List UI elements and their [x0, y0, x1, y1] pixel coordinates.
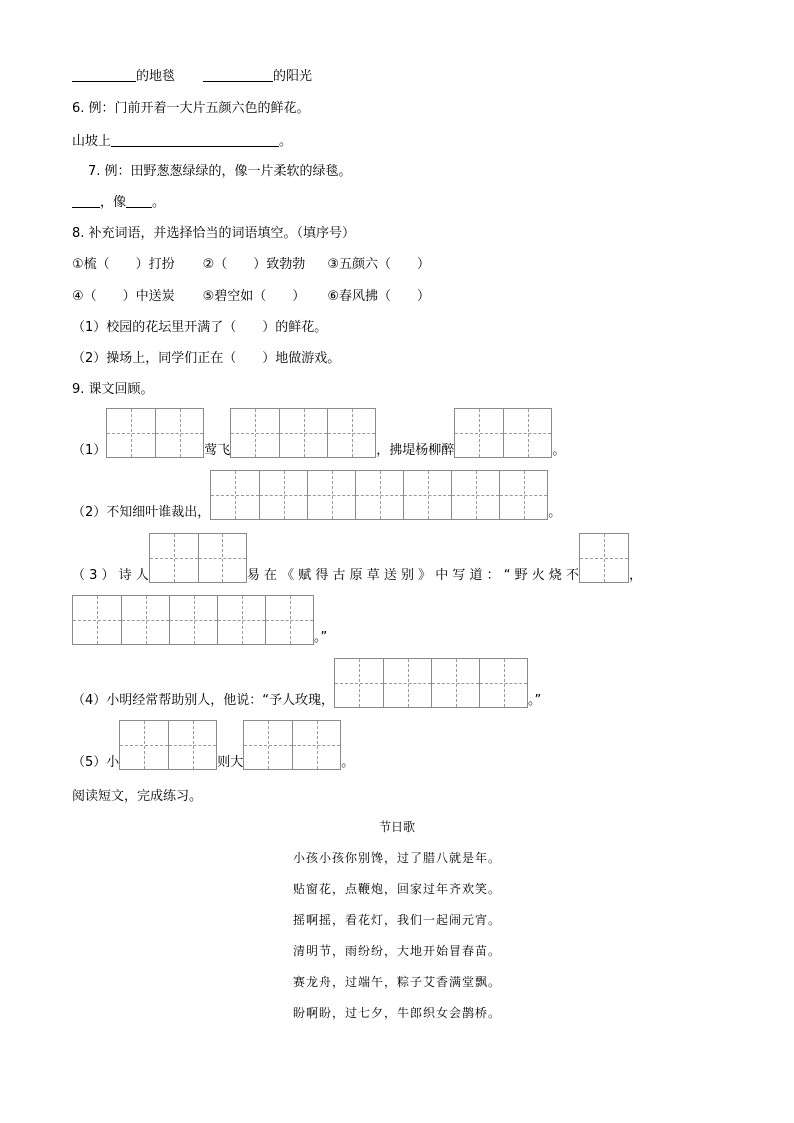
q5-item2: 的阳光	[273, 69, 313, 84]
q9-2-end: 。	[548, 505, 562, 520]
q9-5-num: （5）小	[72, 755, 120, 770]
writing-grid[interactable]	[454, 408, 552, 458]
writing-grid[interactable]	[210, 470, 548, 520]
q9-3-mid: 易 在 《 赋 得 古 原 草 送 别 》 中 写 道 ： “ 野 火 烧 不	[246, 568, 580, 583]
q9-3-text: （ 3 ） 诗 人	[72, 568, 149, 583]
reading-intro: 阅读短文，完成练习。	[72, 789, 203, 804]
q9-1-mid: 莺飞	[204, 443, 231, 458]
answer-blank[interactable]	[111, 132, 279, 147]
q9-5-mid: 则大	[217, 755, 244, 770]
q6-answer-line	[72, 132, 292, 151]
q9-line-3b	[72, 595, 327, 645]
q7-end: 。	[152, 195, 166, 210]
q9-5-end: 。	[341, 755, 355, 770]
q9-line-2	[72, 470, 561, 520]
writing-grid[interactable]	[149, 533, 247, 583]
writing-grid[interactable]	[334, 658, 528, 708]
q9-4-end: 。”	[528, 693, 542, 708]
writing-grid[interactable]	[119, 720, 217, 770]
q8-row1	[72, 256, 430, 274]
q7-example: 7. 例：田野葱葱绿绿的，像一片柔软的绿毯。	[88, 164, 352, 179]
q9-line-5	[72, 720, 354, 770]
q5-line	[72, 67, 312, 86]
q8-sentence-2: （2）操场上，同学们正在（ ）地做游戏。	[72, 351, 341, 366]
q9-3-end: 。”	[314, 630, 328, 645]
poem-line: 贴窗花，点鞭炮，回家过年齐欢笑。	[292, 882, 501, 896]
q7-answer-line	[72, 193, 165, 212]
q8-option-5: ⑤碧空如（ ）	[202, 289, 306, 304]
writing-grid[interactable]	[243, 720, 341, 770]
answer-blank[interactable]	[126, 193, 152, 208]
q8-option-4: ④（ ）中送炭	[72, 289, 175, 304]
answer-blank[interactable]	[203, 67, 273, 82]
q9-4-text: （4）小明经常帮助别人，他说：“予人玫瑰，	[72, 693, 335, 708]
q5-item1: 的地毯	[136, 69, 176, 84]
q9-1-end: 。	[552, 443, 566, 458]
q9-line-4	[72, 658, 541, 708]
writing-grid[interactable]	[230, 408, 376, 458]
poem-line: 小孩小孩你别馋，过了腊八就是年。	[292, 851, 501, 865]
q8-row2	[72, 288, 430, 306]
poem-line: 清明节，雨纷纷，大地开始冒春苗。	[292, 944, 501, 958]
q7-like: ，像	[100, 195, 127, 210]
q8-title: 8. 补充词语，并选择恰当的词语填空。（填序号）	[72, 226, 356, 241]
writing-grid[interactable]	[106, 408, 204, 458]
poem-line: 摇啊摇，看花灯，我们一起闹元宵。	[292, 913, 501, 927]
writing-grid[interactable]	[72, 595, 314, 645]
q8-option-3: ③五颜六（ ）	[327, 257, 430, 272]
q9-1-mid2: ，拂堤杨柳醉	[376, 443, 455, 458]
q9-3-comma: ，	[629, 568, 643, 583]
writing-grid[interactable]	[579, 533, 629, 583]
q6-end: 。	[279, 134, 293, 149]
q9-title: 9. 课文回顾。	[72, 382, 154, 397]
q8-option-2: ②（ ）致勃勃	[202, 257, 306, 272]
answer-blank[interactable]	[72, 67, 136, 82]
q9-line-1	[72, 408, 565, 458]
q8-option-1: ①梳（ ）打扮	[72, 257, 175, 272]
q9-1-num: （1）	[72, 443, 107, 458]
poem-line: 赛龙舟，过端午，粽子艾香满堂飘。	[292, 975, 501, 989]
q6-prompt: 山坡上	[72, 134, 112, 149]
q9-2-text: （2）不知细叶谁裁出，	[72, 505, 211, 520]
q6-example: 6. 例：门前开着一大片五颜六色的鲜花。	[72, 101, 310, 116]
poem-line: 盼啊盼，过七夕，牛郎织女会鹊桥。	[292, 1006, 501, 1020]
q9-line-3	[72, 533, 642, 583]
poem-title: 节日歌	[378, 820, 415, 834]
q8-option-6: ⑥春风拂（ ）	[327, 289, 430, 304]
answer-blank[interactable]	[72, 193, 100, 208]
q8-sentence-1: （1）校园的花坛里开满了（ ）的鲜花。	[72, 320, 328, 335]
